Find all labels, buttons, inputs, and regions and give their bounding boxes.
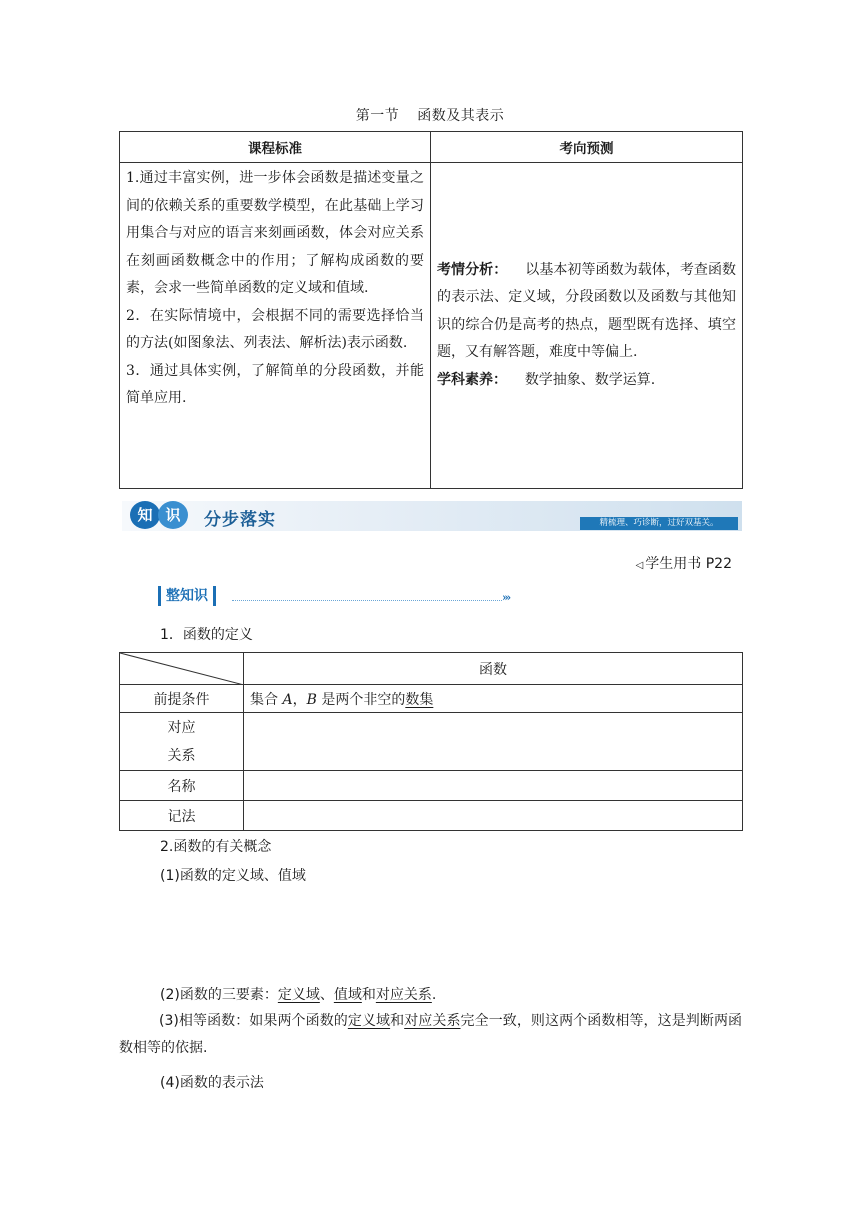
- analysis-label: 考情分析：: [437, 261, 508, 278]
- banner-tagline: 精梳理、巧诊断，过好双基关。: [580, 517, 738, 530]
- chevrons-right-icon: ›››: [502, 591, 510, 604]
- section-tag: [158, 586, 518, 608]
- standards-table: [119, 131, 743, 489]
- row-label-notation: 记法: [120, 801, 244, 831]
- standard-item-2: 2．在实际情境中，会根据不同的需要选择恰当的方法(如图象法、列表法、解析法)表示函数.: [126, 307, 424, 351]
- dotted-rule: [232, 600, 502, 601]
- header-exam-forecast: 考向预测: [431, 132, 743, 163]
- section-title: 第一节 函数及其表示: [355, 108, 505, 124]
- notation-text: [244, 801, 743, 831]
- header-function: 函数: [244, 653, 743, 685]
- name-text: [244, 771, 743, 801]
- triangle-left-icon: ◁: [635, 560, 644, 571]
- subheading-representation: (4)函数的表示法: [160, 1075, 264, 1091]
- banner-bubble-shi: 识: [158, 501, 188, 529]
- row-label-name: 名称: [120, 771, 244, 801]
- heading-function-definition: 1．函数的定义: [160, 627, 253, 643]
- function-definition-table: [119, 652, 743, 831]
- subheading-domain-range: (1)函数的定义域、值域: [160, 868, 306, 884]
- textbook-reference: ◁ 学生用书 P22: [635, 556, 732, 572]
- analysis-text: 以基本初等函数为载体，考查函数的表示法、定义域，分段函数以及函数与其他知识的综合仍是高考的热点，题型既有选择、填空题，又有解答题，难度中等偏上.: [437, 261, 737, 361]
- correspondence-text: [244, 713, 743, 771]
- standard-item-1: 1.通过丰富实例，进一步体会函数是描述变量之间的依赖关系的重要数学模型，在此基础上学习用集合与对应的语言来刻画函数，体会对应关系在刻画函数概念中的作用；了解构成函数的要素，会求一些简单函数的定义域和值域.: [126, 170, 424, 296]
- header-course-standard: 课程标准: [120, 132, 431, 163]
- diagonal-header-cell: [120, 653, 244, 685]
- section-tag-label: 整知识: [158, 586, 216, 606]
- literacy-text: 数学抽象、数学运算.: [524, 371, 656, 388]
- row-label-premise: 前提条件: [120, 685, 244, 713]
- heading-related-concepts: 2.函数的有关概念: [160, 839, 272, 855]
- equal-functions-paragraph: (3)相等函数：如果两个函数的定义域和对应关系完全一致，则这两个函数相等，这是判断两函数相等的依据.: [119, 1013, 743, 1056]
- banner-heading: 分步落实: [204, 510, 276, 530]
- literacy-label: 学科素养：: [437, 371, 507, 388]
- three-elements-line: (2)函数的三要素：定义域、值域和对应关系.: [160, 987, 437, 1003]
- knowledge-banner: [122, 493, 742, 535]
- premise-text: 集合 A，B 是两个非空的数集: [244, 685, 743, 713]
- exam-forecast-cell: [431, 163, 743, 489]
- standard-item-3: 3．通过具体实例，了解简单的分段函数，并能简单应用.: [126, 362, 424, 406]
- banner-bubble-zhi: 知: [130, 501, 160, 529]
- row-label-correspondence: 对应 关系: [120, 713, 244, 771]
- diagonal-line: [120, 653, 244, 685]
- course-standard-cell: [120, 163, 431, 489]
